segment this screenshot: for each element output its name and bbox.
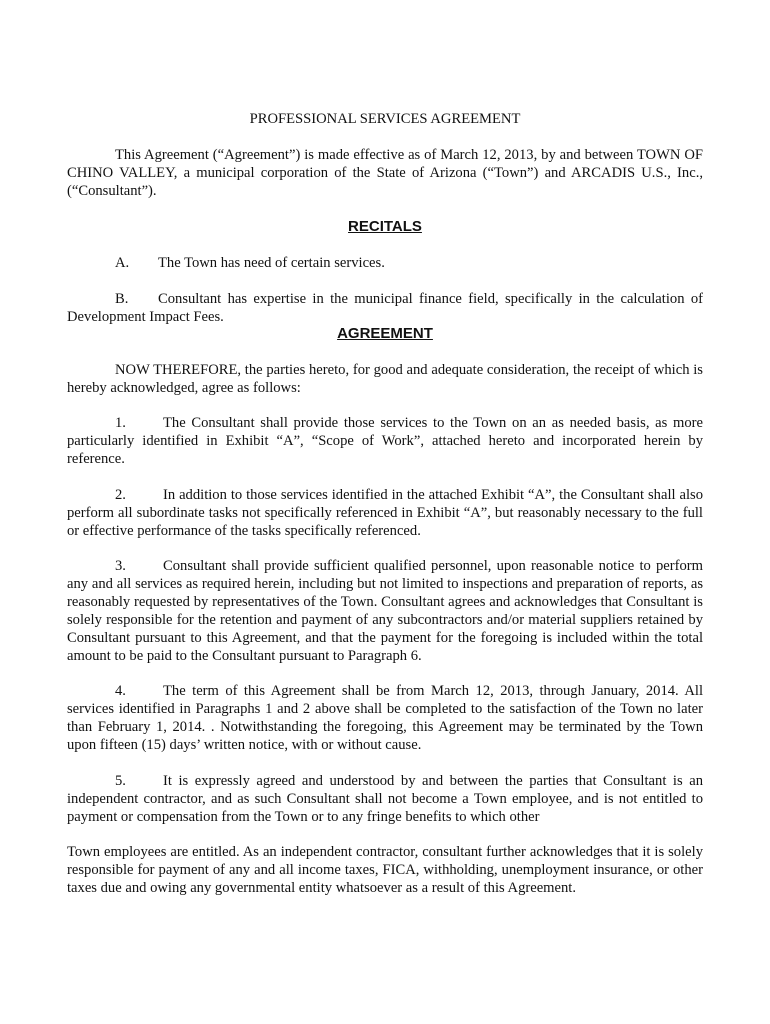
clause-text: The Consultant shall provide those services to the Town on an as needed basis, as more particularly identified in Exhibit “A”, “Scope of Work”, attached hereto and incorporated herein by reference. — [67, 415, 703, 467]
recital-b — [67, 290, 703, 326]
clause-2 — [67, 486, 703, 540]
recital-label: B. — [115, 291, 129, 307]
clause-text: It is expressly agreed and understood by and between the parties that Consultant is an independent contractor, and as such Consultant shall not become a Town employee, and is not entitled to payment or compensation from the Town or to any fringe benefits to which other — [67, 773, 703, 825]
recital-text: The Town has need of certain services. — [158, 255, 385, 271]
clause-1 — [67, 414, 703, 468]
recital-text: Consultant has expertise in the municipal finance field, specifically in the calculation of Development Impact Fees. — [67, 291, 703, 325]
clause-5 — [67, 772, 703, 826]
clause-number: 3. — [115, 558, 126, 574]
now-therefore-text: NOW THEREFORE, the parties hereto, for good and adequate consideration, the receipt of which is hereby acknowledged, agree as follows: — [67, 362, 703, 396]
recital-label: A. — [115, 255, 130, 271]
recital-a — [67, 254, 703, 272]
clause-number: 2. — [115, 487, 126, 503]
clause-3 — [67, 557, 703, 665]
clause-text: Consultant shall provide sufficient qualified personnel, upon reasonable notice to perform any and all services as required herein, including but not limited to inspections and preparation of reports, as reasonably requested by representatives of the Town. Consultant agrees and acknowledges that Consultant is solely responsible for the retention and payment of any subcontractors and/or material suppliers retained by Consultant pursuant to this Agreement, and that the payment for the foregoing is included within the total amount to be paid to the Consultant pursuant to Paragraph 6. — [67, 558, 703, 664]
page-title: PROFESSIONAL SERVICES AGREEMENT — [249, 111, 521, 127]
clause-number: 4. — [115, 683, 126, 699]
now-therefore-paragraph — [67, 361, 703, 397]
clause-text: In addition to those services identified in the attached Exhibit “A”, the Consultant shall also perform all subordinate tasks not specifically referenced in Exhibit “A”, but reasonably necessary to the full or effective performance of the tasks specifically referenced. — [67, 487, 703, 539]
clause-number: 5. — [115, 773, 126, 789]
recitals-heading: RECITALS — [348, 218, 422, 235]
intro-paragraph — [67, 146, 703, 200]
continuation-paragraph: Town employees are entitled. As an independent contractor, consultant further acknowledges that it is solely responsible for payment of any and all income taxes, FICA, withholding, unemployment insurance, or other taxes due and owing any governmental entity whatsoever as a result of this Agreement. — [67, 844, 703, 896]
clause-4 — [67, 682, 703, 754]
agreement-heading: AGREEMENT — [337, 325, 433, 342]
clause-text: The term of this Agreement shall be from March 12, 2013, through January, 2014. All services identified in Paragraphs 1 and 2 above shall be completed to the satisfaction of the Town no later than February 1, 2014. . Notwithstanding the foregoing, this Agreement may be terminated by the Town upon fifteen (15) days’ written notice, with or without cause. — [67, 683, 703, 753]
intro-text: This Agreement (“Agreement”) is made effective as of March 12, 2013, by and between TOWN OF CHINO VALLEY, a municipal corporation of the State of Arizona (“Town”) and ARCADIS U.S., Inc., (“Consultant”). — [67, 147, 703, 199]
clause-number: 1. — [115, 415, 126, 431]
